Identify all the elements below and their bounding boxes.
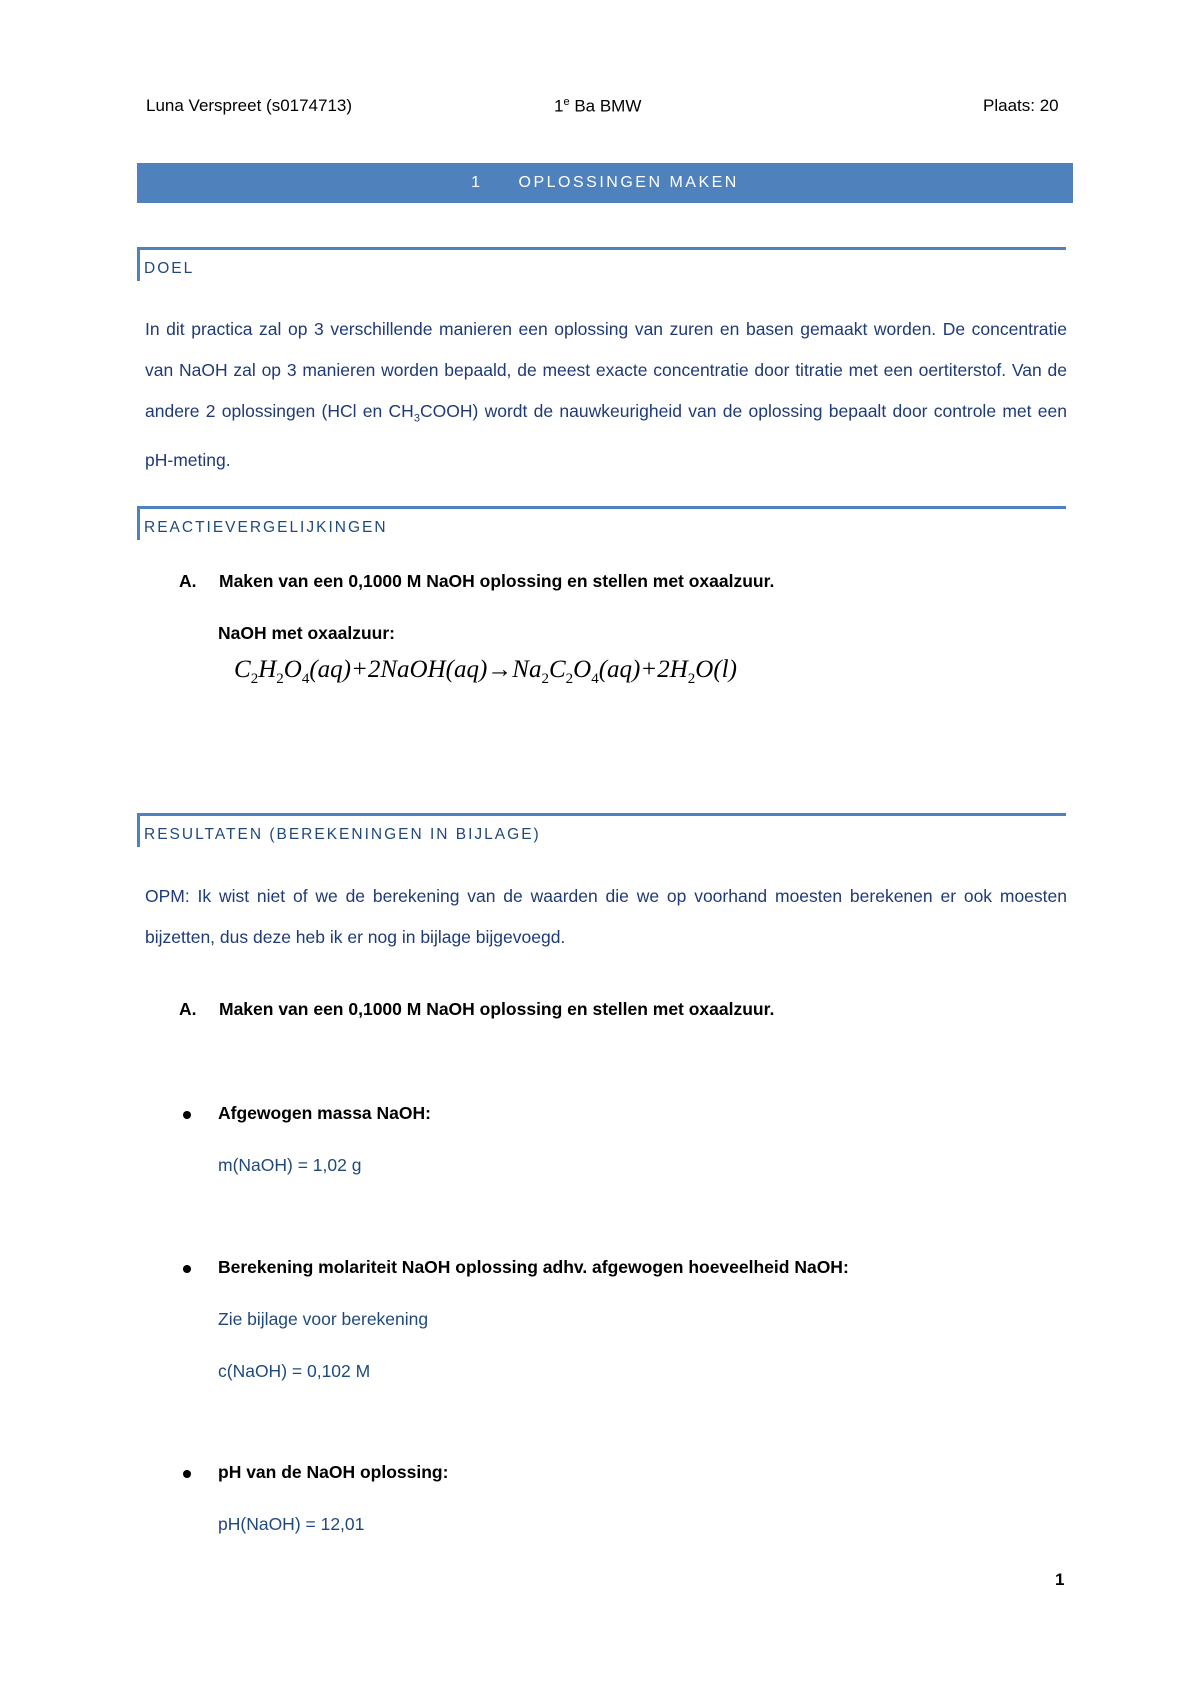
doel-text-2: ) wordt de nauwkeurigheid van de oplossing bepaalt door controle met een pH-meting. (145, 401, 1067, 470)
resultaten-item-text: Maken van een 0,1000 M NaOH oplossing en stellen met oxaalzuur. (219, 999, 775, 1019)
bullet-title: Berekening molariteit NaOH oplossing adhv. afgewogen hoeveelheid NaOH: (218, 1257, 849, 1277)
opm-paragraph: OPM: Ik wist niet of we de berekening van de waarden die we op voorhand moesten berekenen er ook moesten bijzetten, dus deze heb ik er nog in bijlage bijgevoegd. (145, 886, 1067, 947)
header-author: Luna Verspreet (s0174713) (146, 96, 353, 115)
bullet-title: Afgewogen massa NaOH: (218, 1103, 431, 1123)
chapter-number: 1 (471, 174, 483, 191)
eq-part: C (548, 656, 566, 683)
bullet-dot (183, 1470, 191, 1478)
resultaten-rule (137, 813, 1066, 816)
eq-sub: 4 (301, 671, 310, 687)
eq-part: (aq)+2NaOH(aq)→Na (309, 656, 542, 683)
eq-part: O(l) (695, 656, 737, 683)
resultaten-item-letter: A. (179, 999, 197, 1019)
resultaten-tick (137, 813, 140, 847)
eq-sub: 2 (687, 671, 696, 687)
header-program (554, 96, 641, 117)
page-number: 1 (1055, 1570, 1065, 1589)
eq-part: O (573, 656, 592, 683)
header-program-name: Ba BMW (574, 96, 642, 116)
bullet-dot (183, 1111, 191, 1119)
doel-paragraph (145, 309, 1067, 481)
reactie-rule (137, 506, 1066, 509)
eq-sub: 2 (276, 671, 284, 687)
chapter-title-bar (137, 163, 1073, 203)
reactie-item-letter: A. (179, 571, 197, 591)
header-year-super: e (563, 96, 570, 108)
doel-formula-sub: 3 (413, 412, 420, 425)
doel-heading: DOEL (144, 260, 195, 277)
bullet-title: pH van de NaOH oplossing: (218, 1462, 449, 1482)
header-seat: Plaats: 20 (983, 96, 1059, 115)
doel-tick (137, 247, 140, 281)
bullet-value: m(NaOH) = 1,02 g (218, 1155, 362, 1175)
resultaten-heading: RESULTATEN (BEREKENINGEN IN BIJLAGE) (144, 826, 541, 843)
doel-formula-b: COOH (419, 401, 473, 421)
eq-sub: 2 (565, 671, 574, 687)
reaction-equation (234, 656, 737, 688)
header-year-number: 1 (554, 96, 564, 116)
reactie-item-a (179, 571, 774, 592)
bullet-value: Zie bijlage voor berekening (218, 1309, 429, 1329)
doel-rule (137, 247, 1066, 250)
bullet-value: c(NaOH) = 0,102 M (218, 1361, 371, 1381)
reactie-tick (137, 506, 140, 540)
eq-part: O (283, 656, 302, 683)
doel-text-1: In dit practica zal op 3 verschillende manieren een oplossing van zuren en basen gemaakt worden. De concentratie van NaOH zal op 3 manieren worden bepaald, de meest exacte concentratie door titratie met een oertiterstof. Van de andere 2 oplossingen (HCl en (145, 319, 1067, 421)
eq-sub: 2 (541, 671, 549, 687)
eq-part: (aq)+2H (598, 656, 688, 683)
bullet-value: pH(NaOH) = 12,01 (218, 1514, 365, 1534)
eq-sub: 4 (591, 671, 599, 687)
eq-sub: 2 (250, 671, 259, 687)
doel-formula-a: CH (388, 401, 414, 421)
eq-part: C (234, 656, 251, 683)
bullet-dot (183, 1265, 191, 1273)
reactie-item-text: Maken van een 0,1000 M NaOH oplossing en stellen met oxaalzuur. (219, 571, 775, 591)
chapter-title: OPLOSSINGEN MAKEN (518, 174, 739, 191)
eq-part: H (258, 656, 277, 683)
reactie-label: NaOH met oxaalzuur: (218, 623, 395, 643)
reactie-heading: REACTIEVERGELIJKINGEN (144, 519, 388, 536)
resultaten-item-a (179, 999, 774, 1020)
